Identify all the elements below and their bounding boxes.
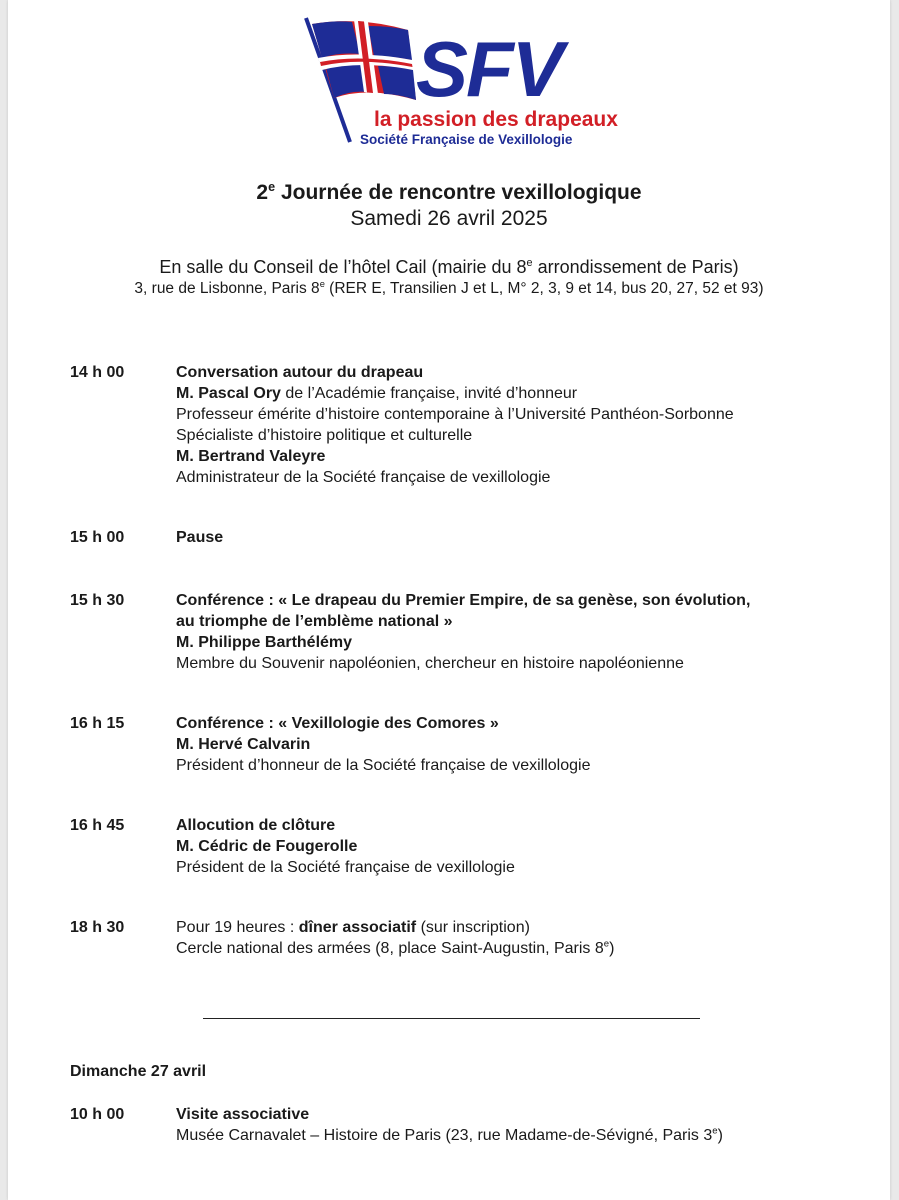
schedule-time: 14 h 00: [70, 364, 125, 381]
session-title: Conférence : « Le drapeau du Premier Empire, de sa genèse, son évolution,: [176, 592, 751, 609]
schedule-content: [176, 713, 856, 776]
speaker-name: M. Cédric de Fougerolle: [176, 838, 358, 855]
session-title: Visite associative: [176, 1106, 310, 1123]
venue-line: En salle du Conseil de l’hôtel Cail (mairie du 8e arrondissement de Paris): [159, 257, 739, 277]
visit-location: Musée Carnavalet – Histoire de Paris (23, rue Madame-de-Sévigné, Paris 3e): [176, 1125, 723, 1144]
schedule-content: [176, 815, 856, 878]
session-title: Conférence : « Vexillologie des Comores »: [176, 715, 499, 732]
schedule-content: [176, 362, 856, 488]
speaker-desc: Professeur émérite d’histoire contemporaine à l’Université Panthéon-Sorbonne: [176, 406, 734, 423]
speaker-desc: Membre du Souvenir napoléonien, chercheur en histoire napoléonienne: [176, 655, 684, 672]
dinner-location: Cercle national des armées (8, place Saint-Augustin, Paris 8e): [176, 938, 615, 957]
schedule-content: [176, 1104, 856, 1146]
address-line: 3, rue de Lisbonne, Paris 8e (RER E, Transilien J et L, M° 2, 3, 9 et 14, bus 20, 27, 52 et 93): [134, 278, 764, 297]
schedule-time: 16 h 45: [70, 817, 125, 834]
divider: [203, 1018, 700, 1019]
event-title: 2e Journée de rencontre vexillologique: [256, 180, 642, 204]
schedule-time: 10 h 00: [70, 1106, 125, 1123]
session-title: Pause: [176, 529, 224, 546]
session-title: Conversation autour du drapeau: [176, 364, 424, 381]
venue-block: [8, 255, 890, 299]
speaker-desc: Administrateur de la Société française de vexillologie: [176, 469, 551, 486]
dinner-line: Pour 19 heures : dîner associatif (sur inscription): [176, 919, 530, 936]
schedule-time: 16 h 15: [70, 715, 125, 732]
schedule-time: 15 h 00: [70, 529, 125, 546]
logo-society: Société Française de Vexillologie: [360, 132, 573, 147]
speaker-name: M. Hervé Calvarin: [176, 736, 311, 753]
speaker-name: M. Bertrand Valeyre: [176, 448, 326, 465]
title-block: [8, 180, 890, 232]
flag-icon: [312, 20, 416, 100]
document-page: [8, 0, 890, 1200]
schedule-content: [176, 590, 856, 674]
speaker-desc: Spécialiste d’histoire politique et culturelle: [176, 427, 473, 444]
schedule-content: [176, 917, 856, 959]
sunday-heading: Dimanche 27 avril: [70, 1063, 207, 1080]
speaker-name: M. Pascal Ory: [176, 385, 281, 402]
speaker-line: M. Pascal Ory de l’Académie française, invité d’honneur: [176, 385, 578, 402]
event-date: Samedi 26 avril 2025: [350, 207, 548, 230]
schedule-content: [176, 527, 856, 548]
schedule-time: 18 h 30: [70, 919, 125, 936]
logo-tagline: la passion des drapeaux: [374, 108, 618, 131]
speaker-name: M. Philippe Barthélémy: [176, 634, 353, 651]
session-title: au triomphe de l’emblème national »: [176, 613, 453, 630]
sfv-logo: [298, 14, 628, 164]
session-title: Allocution de clôture: [176, 817, 336, 834]
speaker-desc: Président d’honneur de la Société française de vexillologie: [176, 757, 591, 774]
schedule-time: 15 h 30: [70, 592, 125, 609]
speaker-desc: Président de la Société française de vexillologie: [176, 859, 515, 876]
logo-acronym: SFV: [416, 25, 562, 113]
